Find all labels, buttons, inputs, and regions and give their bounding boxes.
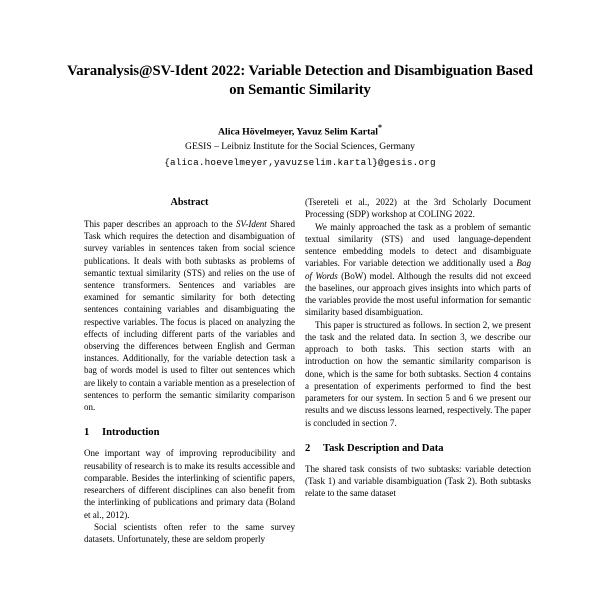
abstract-text-part-1: This paper describes an approach to the (84, 219, 236, 229)
right-paragraph-2-part-1: We mainly approached the task as a problem of semantic textual similarity (STS) and used language-dependent sentence embedding models to detect and disambiguate variables. For variable detection we additionally used a (305, 221, 531, 269)
right-paragraph-2 (305, 221, 531, 319)
right-paragraph-3: This paper is structured as follows. In section 2, we present the task and the related data. In section 3, we describe our approach to both tasks. This section starts with an introduction on how the semantic similarity comparison is done, which is the same for both subtasks. Section 4 contains a presentation of experiments performed to find the best parameters for our system. In section 5 and 6 we present our results and we discuss lessons learned, respectively. The paper is concluded in section 7. (305, 319, 531, 428)
page-title-line-1: Varanalysis@SV-Ident 2022: Variable Detection and Disambiguation Based (67, 63, 533, 79)
affiliation: GESIS – Leibniz Institute for the Social Sciences, Germany (185, 141, 415, 153)
abstract-italic-sv-ident: SV-Ident (235, 219, 267, 229)
author-names: Alica Hövelmeyer, Yavuz Selim Kartal (217, 126, 379, 138)
right-continued-paragraph: (Tsereteli et al., 2022) at the 3rd Scholarly Document Processing (SDP) workshop at COLING 2022. (305, 197, 531, 220)
section-number-1: 1 (84, 427, 90, 439)
right-paragraph-2-italic-bag-of-words: Bag of Words (305, 258, 531, 281)
section-number-2: 2 (305, 442, 311, 454)
intro-paragraph-1: One important way of improving reproducibility and reusability of research is to make its results accessible and comparable. Besides the interlinking of scientific papers, researchers of different disciplines can also benefit from the interlinking of publications and primary data (Boland et al., 2012). (84, 448, 295, 520)
right-column (305, 196, 531, 500)
section-title-task-description: Task Description and Data (323, 442, 444, 454)
section-heading-introduction (84, 426, 295, 440)
author-list (60, 121, 540, 138)
abstract-heading: Abstract (170, 197, 209, 208)
page-title (60, 62, 540, 99)
task-description-paragraph-1: The shared task consists of two subtasks: variable detection (Task 1) and variable disambiguation (Task 2). Both subtasks relate to the same dataset (305, 463, 531, 499)
section-heading-task-description (305, 442, 531, 456)
right-paragraph-2-part-2: (BoW) model. Although the results did not exceed the baselines, our approach gives insights into which parts of the variables provide the most useful information for semantic similarity based disambiguation. (305, 270, 531, 318)
abstract-paragraph (84, 218, 295, 413)
author-footnote-marker: * (378, 123, 383, 132)
intro-paragraph-2: Social scientists often refer to the same survey datasets. Unfortunately, these are seldom properly (84, 521, 295, 544)
page-title-line-2: on Semantic Similarity (229, 81, 371, 98)
section-title-introduction: Introduction (102, 427, 160, 439)
title-block (60, 62, 540, 169)
abstract-text-part-2: Shared Task which requires the detection and disambiguation of survey variables in sentences taken from social science publications. It deals with both subtasks as problems of semantic textual similarity (STS) and relies on the use of sentence transformers. Sentences and variables are examined for semantic similarity for both detecting sentences containing variables and disambiguating the respective variables. The focus is placed on analyzing the effects of including different parts of the variables and observing the differences between English and German instances. Additionally, for the variable detection task a bag of words model is used to filter out sentences which are likely to contain a variable mention as a preselection of sentences to perform the semantic similarity comparison on. (84, 219, 295, 413)
left-column (84, 196, 295, 545)
author-emails: {alica.hoevelmeyer,yavuzselim.kartal}@gesis.org (164, 157, 436, 169)
